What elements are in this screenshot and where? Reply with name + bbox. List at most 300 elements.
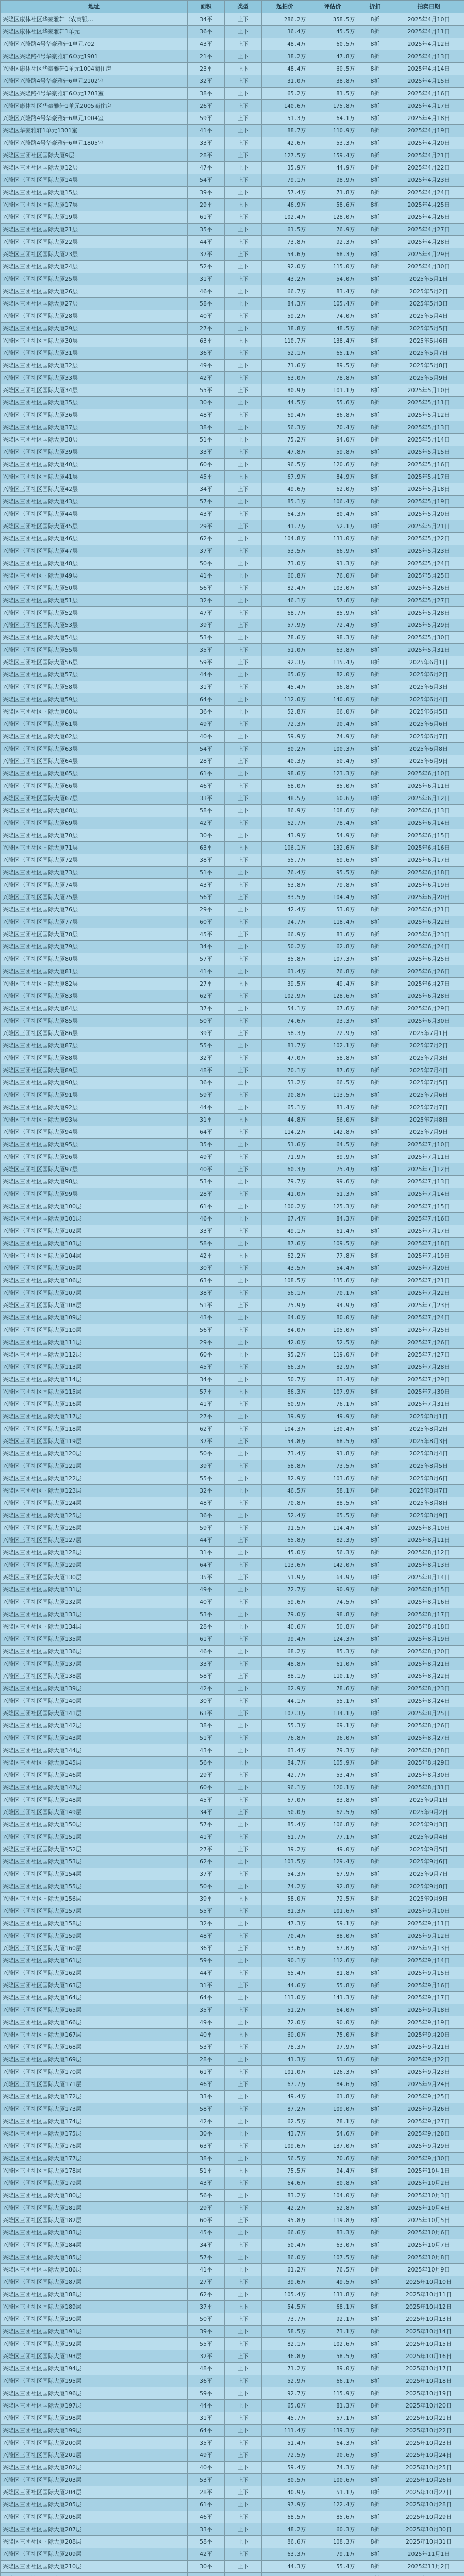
cell-address: 兴隆区三团社区国际大厦208层	[1, 2536, 188, 2548]
cell-discount: 8折	[357, 1930, 393, 1942]
cell-area: 44平	[188, 1967, 225, 1979]
cell-address: 兴隆区兴隆路4号华豪雅轩6单元1805室	[1, 137, 188, 149]
cell-assessed-price: 103.0万	[308, 582, 357, 595]
cell-assessed-price: 79.3万	[308, 1744, 357, 1757]
cell-type: 上下	[225, 496, 262, 508]
table-row	[1, 2128, 464, 2140]
table-row	[1, 1757, 464, 1769]
cell-type: 上下	[225, 236, 262, 248]
table-row	[1, 483, 464, 496]
cell-starting-price: 60.3万	[262, 1163, 308, 1176]
table-row	[1, 1435, 464, 1448]
cell-address: 兴隆区康体社区华豪雅轩（农商银…	[1, 13, 188, 26]
cell-address: 兴隆区三团社区国际大厦141层	[1, 1707, 188, 1720]
table-row	[1, 2548, 464, 2561]
cell-discount: 8折	[357, 557, 393, 570]
cell-assessed-price: 104.0万	[308, 2190, 357, 2202]
cell-discount: 8折	[357, 2375, 393, 2387]
cell-auction-date: 2025年5月2日	[393, 285, 464, 298]
cell-auction-date: 2025年10月8日	[393, 2251, 464, 2264]
cell-assessed-price	[308, 2573, 357, 2576]
cell-starting-price: 67.4万	[262, 1213, 308, 1225]
table-row	[1, 409, 464, 421]
cell-starting-price: 83.5万	[262, 891, 308, 904]
table-row	[1, 1176, 464, 1188]
cell-assessed-price: 90.0万	[308, 2016, 357, 2029]
cell-address: 兴隆区三团社区国际大厦44层	[1, 508, 188, 520]
cell-discount: 8折	[357, 1275, 393, 1287]
table-row	[1, 941, 464, 953]
cell-assessed-price: 129.4万	[308, 1856, 357, 1868]
cell-type: 上下	[225, 1448, 262, 1460]
cell-area: 49平	[188, 718, 225, 731]
table-row	[1, 1250, 464, 1262]
cell-area: 58平	[188, 1238, 225, 1250]
table-row	[1, 1040, 464, 1052]
table-row	[1, 2177, 464, 2190]
cell-assessed-price: 73.5万	[308, 1460, 357, 1472]
cell-assessed-price: 107.3万	[308, 953, 357, 965]
cell-type: 上下	[225, 953, 262, 965]
table-row	[1, 199, 464, 211]
cell-address: 兴隆区三团社区国际大厦86层	[1, 1027, 188, 1040]
cell-discount: 8折	[357, 285, 393, 298]
cell-discount: 8折	[357, 829, 393, 842]
table-row	[1, 285, 464, 298]
cell-auction-date: 2025年9月11日	[393, 1918, 464, 1930]
cell-address: 兴隆区三团社区国际大厦100层	[1, 1200, 188, 1213]
cell-auction-date: 2025年8月22日	[393, 1670, 464, 1683]
cell-address: 兴隆区三团社区国际大厦21层	[1, 224, 188, 236]
cell-area: 33平	[188, 1225, 225, 1238]
cell-assessed-price: 119.0万	[308, 1349, 357, 1361]
cell-address: 兴隆区三团社区国际大厦85层	[1, 1015, 188, 1027]
cell-assessed-price: 99.6万	[308, 1176, 357, 1188]
cell-discount: 8折	[357, 1547, 393, 1559]
cell-type: 上下	[225, 2326, 262, 2338]
cell-type: 上下	[225, 2016, 262, 2029]
cell-starting-price: 54.6万	[262, 248, 308, 261]
cell-address: 兴隆区三团社区国际大厦133层	[1, 1608, 188, 1621]
cell-address: 兴隆区三团社区国际大厦138层	[1, 1670, 188, 1683]
cell-starting-price: 56.3万	[262, 421, 308, 434]
cell-starting-price: 65.0万	[262, 2400, 308, 2412]
cell-address: 兴隆区兴隆路4号华豪雅轩6单元1004室	[1, 112, 188, 125]
cell-area: 28平	[188, 755, 225, 768]
cell-assessed-price: 49.0万	[308, 1843, 357, 1856]
table-row	[1, 1819, 464, 1831]
cell-address: 兴隆区三团社区国际大厦31层	[1, 347, 188, 360]
table-row	[1, 137, 464, 149]
cell-address: 兴隆区三团社区国际大厦135层	[1, 1633, 188, 1646]
cell-area: 30平	[188, 2561, 225, 2573]
cell-auction-date: 2025年6月21日	[393, 904, 464, 916]
cell-discount: 8折	[357, 323, 393, 335]
cell-type: 上下	[225, 187, 262, 199]
table-row	[1, 2153, 464, 2165]
cell-auction-date: 2025年4月18日	[393, 112, 464, 125]
cell-assessed-price: 79.8万	[308, 879, 357, 891]
cell-discount: 8折	[357, 2499, 393, 2511]
cell-area: 35平	[188, 2004, 225, 2016]
cell-area: 32平	[188, 1052, 225, 1064]
cell-auction-date: 2025年9月8日	[393, 1880, 464, 1893]
cell-address: 兴隆区三团社区国际大厦136层	[1, 1646, 188, 1658]
cell-starting-price: 65.6万	[262, 669, 308, 681]
cell-starting-price: 63.8万	[262, 879, 308, 891]
cell-discount: 8折	[357, 26, 393, 38]
cell-area: 40平	[188, 1596, 225, 1608]
cell-address: 兴隆区三团社区国际大厦157层	[1, 1905, 188, 1918]
table-row	[1, 1460, 464, 1472]
cell-auction-date: 2025年9月15日	[393, 1967, 464, 1979]
cell-type: 上下	[225, 1472, 262, 1485]
cell-starting-price: 73.0万	[262, 557, 308, 570]
cell-discount: 8折	[357, 582, 393, 595]
cell-starting-price: 58.8万	[262, 1460, 308, 1472]
cell-address: 兴隆区三团社区国际大厦114层	[1, 1374, 188, 1386]
cell-type: 上下	[225, 2239, 262, 2251]
cell-type: 上下	[225, 483, 262, 496]
cell-area: 45平	[188, 471, 225, 483]
cell-address: 兴隆区三团社区国际大厦158层	[1, 1918, 188, 1930]
table-row	[1, 829, 464, 842]
cell-starting-price: 49.4万	[262, 2091, 308, 2103]
cell-discount: 8折	[357, 335, 393, 347]
cell-area: 45平	[188, 2227, 225, 2239]
cell-type: 上下	[225, 681, 262, 693]
cell-type: 上下	[225, 2412, 262, 2425]
cell-address: 兴隆区三团社区国际大厦146层	[1, 1769, 188, 1782]
cell-type: 上下	[225, 1744, 262, 1757]
cell-starting-price: 41.7万	[262, 520, 308, 533]
cell-starting-price: 57.4万	[262, 187, 308, 199]
cell-address: 兴隆区三团社区国际大厦121层	[1, 1460, 188, 1472]
cell-type: 上下	[225, 174, 262, 187]
table-row	[1, 112, 464, 125]
cell-area: 33平	[188, 137, 225, 149]
cell-address: 兴隆区三团社区国际大厦195层	[1, 2375, 188, 2387]
table-row	[1, 2313, 464, 2326]
cell-auction-date: 2025年8月16日	[393, 1596, 464, 1608]
cell-discount: 8折	[357, 1670, 393, 1683]
cell-discount: 8折	[357, 2214, 393, 2227]
cell-auction-date: 2025年9月25日	[393, 2091, 464, 2103]
cell-auction-date: 2025年6月16日	[393, 842, 464, 854]
cell-discount: 8折	[357, 1992, 393, 2004]
cell-type: 上下	[225, 1707, 262, 1720]
cell-area: 51平	[188, 2165, 225, 2177]
cell-auction-date: 2025年9月18日	[393, 2004, 464, 2016]
cell-type: 上下	[225, 805, 262, 817]
cell-area: 44平	[188, 669, 225, 681]
cell-area: 32平	[188, 595, 225, 607]
cell-starting-price: 64.6万	[262, 2177, 308, 2190]
cell-assessed-price: 141.3万	[308, 1992, 357, 2004]
cell-assessed-price: 107.9万	[308, 1386, 357, 1398]
cell-assessed-price: 70.1万	[308, 1287, 357, 1299]
cell-address: 兴隆区三团社区国际大厦33层	[1, 372, 188, 384]
cell-auction-date: 2025年7月22日	[393, 1287, 464, 1299]
cell-assessed-price: 66.5万	[308, 1077, 357, 1089]
cell-type: 上下	[225, 2202, 262, 2214]
cell-assessed-price: 61.0万	[308, 1658, 357, 1670]
cell-discount: 8折	[357, 1250, 393, 1262]
cell-assessed-price: 106.4万	[308, 496, 357, 508]
cell-auction-date: 2025年7月24日	[393, 1312, 464, 1324]
cell-auction-date: 2025年5月3日	[393, 298, 464, 310]
cell-discount: 8折	[357, 13, 393, 26]
cell-discount: 8折	[357, 310, 393, 323]
cell-starting-price: 140.6万	[262, 100, 308, 112]
cell-type: 上下	[225, 1275, 262, 1287]
cell-starting-price: 87.2万	[262, 2103, 308, 2115]
cell-discount: 8折	[357, 1955, 393, 1967]
cell-address: 兴隆区三团社区国际大厦127层	[1, 1534, 188, 1547]
cell-starting-price: 55.7万	[262, 854, 308, 867]
cell-area: 38平	[188, 1287, 225, 1299]
cell-starting-price: 65.2万	[262, 88, 308, 100]
cell-assessed-price: 80.4万	[308, 508, 357, 520]
cell-auction-date: 2025年5月18日	[393, 483, 464, 496]
table-row	[1, 1744, 464, 1757]
cell-address: 兴隆区三团社区国际大厦29层	[1, 323, 188, 335]
cell-type: 上下	[225, 1101, 262, 1114]
cell-discount: 8折	[357, 63, 393, 75]
cell-area: 53平	[188, 2041, 225, 2054]
table-row	[1, 434, 464, 446]
cell-auction-date: 2025年10月30日	[393, 2523, 464, 2536]
cell-area: 64平	[188, 1126, 225, 1139]
cell-type: 上下	[225, 13, 262, 26]
cell-area: 41平	[188, 2264, 225, 2276]
cell-address: 兴隆区三团社区国际大厦143层	[1, 1732, 188, 1744]
table-row	[1, 817, 464, 829]
cell-assessed-price: 72.4万	[308, 619, 357, 632]
table-row	[1, 1547, 464, 1559]
cell-discount: 8折	[357, 2165, 393, 2177]
cell-address: 兴隆区三团社区国际大厦62层	[1, 731, 188, 743]
cell-type: 上下	[225, 1918, 262, 1930]
cell-address: 兴隆区三团社区国际大厦189层	[1, 2301, 188, 2313]
cell-type: 上下	[225, 792, 262, 805]
cell-area: 37平	[188, 545, 225, 557]
table-row	[1, 1880, 464, 1893]
cell-type: 上下	[225, 1163, 262, 1176]
cell-type: 上下	[225, 928, 262, 941]
cell-discount: 8折	[357, 1213, 393, 1225]
cell-starting-price: 59.2万	[262, 310, 308, 323]
cell-type: 上下	[225, 1324, 262, 1336]
cell-address: 兴隆区三团社区国际大厦65层	[1, 768, 188, 780]
cell-auction-date: 2025年8月15日	[393, 1584, 464, 1596]
cell-area: 43平	[188, 508, 225, 520]
cell-area: 44平	[188, 2400, 225, 2412]
cell-assessed-price: 54.9万	[308, 829, 357, 842]
cell-area: 28平	[188, 149, 225, 162]
cell-type: 上下	[225, 1052, 262, 1064]
cell-type: 上下	[225, 508, 262, 520]
cell-discount: 8折	[357, 137, 393, 149]
cell-area: 42平	[188, 817, 225, 829]
cell-area: 39平	[188, 1893, 225, 1905]
cell-area: 29平	[188, 2202, 225, 2214]
cell-type: 上下	[225, 2474, 262, 2486]
cell-area: 64平	[188, 1559, 225, 1571]
cell-area: 58平	[188, 2536, 225, 2548]
cell-address: 兴隆区三团社区国际大厦120层	[1, 1448, 188, 1460]
table-row	[1, 2400, 464, 2412]
cell-starting-price: 59.9万	[262, 731, 308, 743]
table-row	[1, 1769, 464, 1782]
cell-starting-price: 39.9万	[262, 1411, 308, 1423]
cell-area: 29平	[188, 904, 225, 916]
table-row	[1, 755, 464, 768]
table-row	[1, 1732, 464, 1744]
cell-area: 35平	[188, 2437, 225, 2449]
cell-address: 兴隆区三团社区国际大厦156层	[1, 1893, 188, 1905]
cell-discount: 8折	[357, 372, 393, 384]
cell-assessed-price: 94.4万	[308, 2165, 357, 2177]
cell-assessed-price: 82.9万	[308, 1361, 357, 1374]
cell-area: 51平	[188, 1299, 225, 1312]
cell-discount: 8折	[357, 718, 393, 731]
cell-type: 上下	[225, 1139, 262, 1151]
cell-area: 33平	[188, 792, 225, 805]
cell-starting-price: 108.5万	[262, 1275, 308, 1287]
cell-auction-date: 2025年4月25日	[393, 199, 464, 211]
cell-area: 27平	[188, 323, 225, 335]
cell-area: 64平	[188, 693, 225, 706]
cell-starting-price: 86.3万	[262, 1386, 308, 1398]
cell-discount: 8折	[357, 916, 393, 928]
cell-starting-price: 67.7万	[262, 2078, 308, 2091]
cell-address: 兴隆区三团社区国际大厦207层	[1, 2523, 188, 2536]
cell-address: 兴隆区三团社区国际大厦163层	[1, 1979, 188, 1992]
cell-discount: 8折	[357, 1571, 393, 1584]
table-row	[1, 1200, 464, 1213]
cell-area: 46平	[188, 2078, 225, 2091]
cell-auction-date: 2025年9月20日	[393, 2029, 464, 2041]
cell-area: 36平	[188, 2375, 225, 2387]
cell-assessed-price: 105.9万	[308, 1757, 357, 1769]
cell-discount: 8折	[357, 792, 393, 805]
cell-type: 上下	[225, 1670, 262, 1683]
table-row	[1, 63, 464, 75]
cell-auction-date: 2025年5月16日	[393, 459, 464, 471]
cell-starting-price: 54.5万	[262, 2301, 308, 2313]
cell-starting-price: 72.5万	[262, 2449, 308, 2462]
cell-type: 上下	[225, 1250, 262, 1262]
table-row	[1, 891, 464, 904]
cell-assessed-price: 61.4万	[308, 1225, 357, 1238]
cell-assessed-price: 135.6万	[308, 1275, 357, 1287]
header-address: 地址	[1, 1, 188, 13]
cell-discount: 8折	[357, 224, 393, 236]
cell-assessed-price: 130.4万	[308, 1423, 357, 1435]
cell-assessed-price: 65.5万	[308, 1510, 357, 1522]
table-row	[1, 656, 464, 669]
cell-starting-price: 91.5万	[262, 1522, 308, 1534]
cell-auction-date: 2025年10月16日	[393, 2350, 464, 2363]
cell-starting-price: 83.2万	[262, 2190, 308, 2202]
cell-assessed-price: 97.9万	[308, 2041, 357, 2054]
cell-area: 51平	[188, 434, 225, 446]
table-row	[1, 1485, 464, 1497]
cell-address: 兴隆区三团社区国际大厦99层	[1, 1188, 188, 1200]
cell-assessed-price: 54.0万	[308, 273, 357, 285]
cell-type: 上下	[225, 1819, 262, 1831]
cell-area: 39平	[188, 2326, 225, 2338]
cell-discount: 8折	[357, 2350, 393, 2363]
cell-starting-price: 39.5万	[262, 978, 308, 990]
cell-type: 上下	[225, 125, 262, 137]
cell-assessed-price: 55.6万	[308, 397, 357, 409]
cell-auction-date: 2025年9月16日	[393, 1979, 464, 1992]
cell-address: 兴隆区三团社区国际大厦204层	[1, 2486, 188, 2499]
cell-discount: 8折	[357, 483, 393, 496]
cell-starting-price: 58.0万	[262, 1893, 308, 1905]
cell-assessed-price: 81.3万	[308, 2400, 357, 2412]
cell-discount: 8折	[357, 2140, 393, 2153]
cell-type: 上下	[225, 2523, 262, 2536]
cell-assessed-price: 58.8万	[308, 1052, 357, 1064]
table-row	[1, 619, 464, 632]
cell-area: 47平	[188, 607, 225, 619]
table-row	[1, 508, 464, 520]
cell-area: 54平	[188, 743, 225, 755]
cell-discount: 8折	[357, 595, 393, 607]
table-row	[1, 1522, 464, 1534]
cell-auction-date: 2025年5月1日	[393, 273, 464, 285]
cell-assessed-price: 81.5万	[308, 88, 357, 100]
table-row	[1, 2029, 464, 2041]
table-row	[1, 1596, 464, 1608]
cell-area: 31平	[188, 2412, 225, 2425]
table-row	[1, 2214, 464, 2227]
cell-starting-price: 80.5万	[262, 2474, 308, 2486]
table-row	[1, 953, 464, 965]
cell-discount: 8折	[357, 2078, 393, 2091]
cell-area: 56平	[188, 2190, 225, 2202]
table-row	[1, 2499, 464, 2511]
cell-assessed-price: 118.4万	[308, 916, 357, 928]
cell-starting-price: 60.0万	[262, 2029, 308, 2041]
cell-starting-price: 88.1万	[262, 1670, 308, 1683]
cell-discount: 8折	[357, 1027, 393, 1040]
cell-starting-price: 50.2万	[262, 941, 308, 953]
cell-address: 兴隆区三团社区国际大厦56层	[1, 656, 188, 669]
cell-address: 兴隆区三团社区国际大厦132层	[1, 1596, 188, 1608]
cell-starting-price: 40.3万	[262, 755, 308, 768]
cell-assessed-price: 76.9万	[308, 224, 357, 236]
cell-address: 兴隆区三团社区国际大厦102层	[1, 1225, 188, 1238]
cell-starting-price: 48.8万	[262, 1658, 308, 1670]
cell-starting-price: 84.7万	[262, 1757, 308, 1769]
cell-assessed-price: 84.3万	[308, 1213, 357, 1225]
cell-assessed-price: 73.1万	[308, 2326, 357, 2338]
cell-assessed-price: 76.0万	[308, 570, 357, 582]
cell-auction-date: 2025年5月25日	[393, 570, 464, 582]
cell-address: 兴隆区三团社区国际大厦206层	[1, 2511, 188, 2523]
cell-auction-date: 2025年4月13日	[393, 50, 464, 63]
cell-address: 兴隆区三团社区国际大厦59层	[1, 693, 188, 706]
table-row	[1, 1015, 464, 1027]
table-row	[1, 2486, 464, 2499]
cell-type: 上下	[225, 1794, 262, 1806]
cell-auction-date: 2025年6月1日	[393, 656, 464, 669]
cell-area: 46平	[188, 1646, 225, 1658]
